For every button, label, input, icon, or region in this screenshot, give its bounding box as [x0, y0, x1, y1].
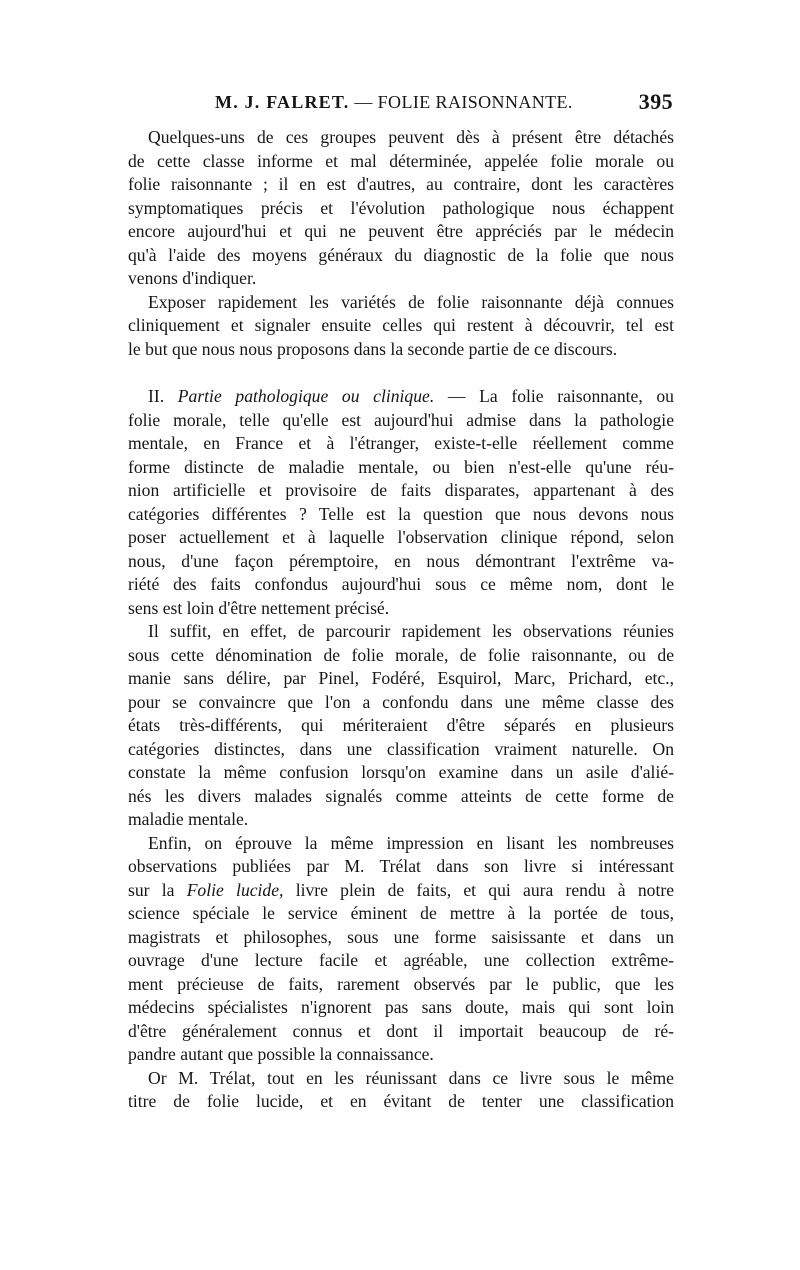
text-line: folie raisonnante ; il en est d'autres, au contraire, dont les caractères: [128, 174, 674, 194]
text-line: constate la même confusion lorsqu'on examine dans un asile d'alié-: [128, 762, 674, 782]
text-fragment: sur la: [128, 879, 175, 900]
section-2-heading: [128, 385, 674, 409]
text-line: de cette classe informe et mal déterminée, appelée folie morale ou: [128, 150, 674, 171]
text-line: Or M. Trélat, tout en les réunissant dans ce livre sous le même: [148, 1067, 674, 1088]
section-number: II.: [148, 386, 165, 406]
text-line: le but que nous nous proposons dans la seconde partie de ce discours.: [128, 338, 618, 359]
paragraph-5: [128, 832, 674, 1067]
text-line: forme distincte de maladie mentale, ou bien n'est-elle qu'une réu-: [128, 456, 674, 477]
text-line: catégories distinctes, dans une classification vraiment naturelle. On: [128, 738, 674, 759]
text-line: symptomatiques précis et l'évolution pathologique nous échappent: [128, 197, 674, 218]
text-fragment: livre plein de faits, et qui aura rendu à notre: [295, 879, 674, 900]
text-line: qu'à l'aide des moyens généraux du diagnostic de la folie que nous: [128, 244, 674, 265]
text-line: magistrats et philosophes, sous une forme saisissante et dans un: [128, 926, 674, 947]
text-line: pandre autant que possible la connaissance.: [128, 1044, 434, 1064]
text-line: poser actuellement et à laquelle l'observation clinique répond, selon: [128, 527, 674, 547]
text-line: mentale, en France et à l'étranger, existe-t-elle réellement comme: [128, 433, 674, 453]
text-line: cliniquement et signaler ensuite celles qui restent à découvrir, tel est: [128, 315, 674, 335]
text-line: riété des faits confondus aujourd'hui sous ce même nom, dont le: [128, 574, 674, 594]
text-line: d'être généralement connus et dont il importait beaucoup de ré-: [128, 1020, 674, 1041]
section-title: Partie pathologique ou clinique.: [177, 386, 435, 406]
text-line: nés les divers malades signalés comme atteints de cette forme de: [128, 785, 674, 806]
text-line: états très-différents, qui mériteraient d'être séparés en plusieurs: [128, 715, 674, 735]
text-line: Quelques-uns de ces groupes peuvent dès à présent être détachés: [148, 127, 674, 147]
book-title: Folie lucide,: [186, 879, 284, 900]
text-line: venons d'indiquer.: [128, 268, 257, 288]
paragraph-6: [128, 1067, 674, 1114]
header-author: M. J. FALRET.: [215, 92, 350, 112]
text-line: ouvrage d'une lecture facile et agréable, une collection extrême-: [128, 950, 674, 970]
page-number: 395: [638, 89, 673, 114]
paragraph-3: [128, 409, 674, 621]
text-line: folie morale, telle qu'elle est aujourd'hui admise dans la pathologie: [128, 409, 674, 430]
text-line: observations publiées par M. Trélat dans son livre si intéressant: [128, 856, 674, 876]
text-line: nion artificielle et provisoire de faits disparates, appartenant à des: [128, 480, 674, 500]
section-heading-rest: — La folie raisonnante, ou: [447, 386, 674, 406]
body-text: [128, 126, 674, 1114]
text-line: [128, 385, 674, 409]
text-line: sens est loin d'être nettement précisé.: [128, 597, 390, 618]
running-head: [215, 89, 673, 118]
text-line: médecins spécialistes n'ignorent pas sans doute, mais qui sont loin: [128, 997, 674, 1017]
text-line: nous, d'une façon péremptoire, en nous démontrant l'extrême va-: [128, 550, 674, 571]
section-gap: [128, 361, 674, 385]
paragraph-1: [128, 126, 674, 291]
text-line: Exposer rapidement les variétés de folie raisonnante déjà connues: [148, 291, 674, 312]
header-title: — FOLIE RAISONNANTE.: [354, 92, 573, 112]
text-line: sous cette dénomination de folie morale, de folie raisonnante, ou de: [128, 644, 674, 665]
text-line: catégories différentes ? Telle est la question que nous devons nous: [128, 503, 674, 524]
text-line: ment précieuse de faits, rarement observés par le public, que les: [128, 973, 674, 994]
text-line: encore aujourd'hui et qui ne peuvent être appréciés par le médecin: [128, 221, 674, 241]
text-line: [128, 879, 674, 903]
paragraph-4: [128, 620, 674, 832]
text-line: science spéciale le service éminent de mettre à la portée de tous,: [128, 903, 674, 923]
text-line: Enfin, on éprouve la même impression en lisant les nombreuses: [148, 832, 674, 853]
text-line: pour se convaincre que l'on a confondu dans une même classe des: [128, 691, 674, 712]
paragraph-2: [128, 291, 674, 362]
text-line: manie sans délire, par Pinel, Fodéré, Esquirol, Marc, Prichard, etc.,: [128, 668, 674, 688]
text-line: maladie mentale.: [128, 809, 249, 829]
text-line: Il suffit, en effet, de parcourir rapidement les observations réunies: [148, 621, 674, 641]
text-line: titre de folie lucide, et en évitant de tenter une classification: [128, 1091, 674, 1111]
